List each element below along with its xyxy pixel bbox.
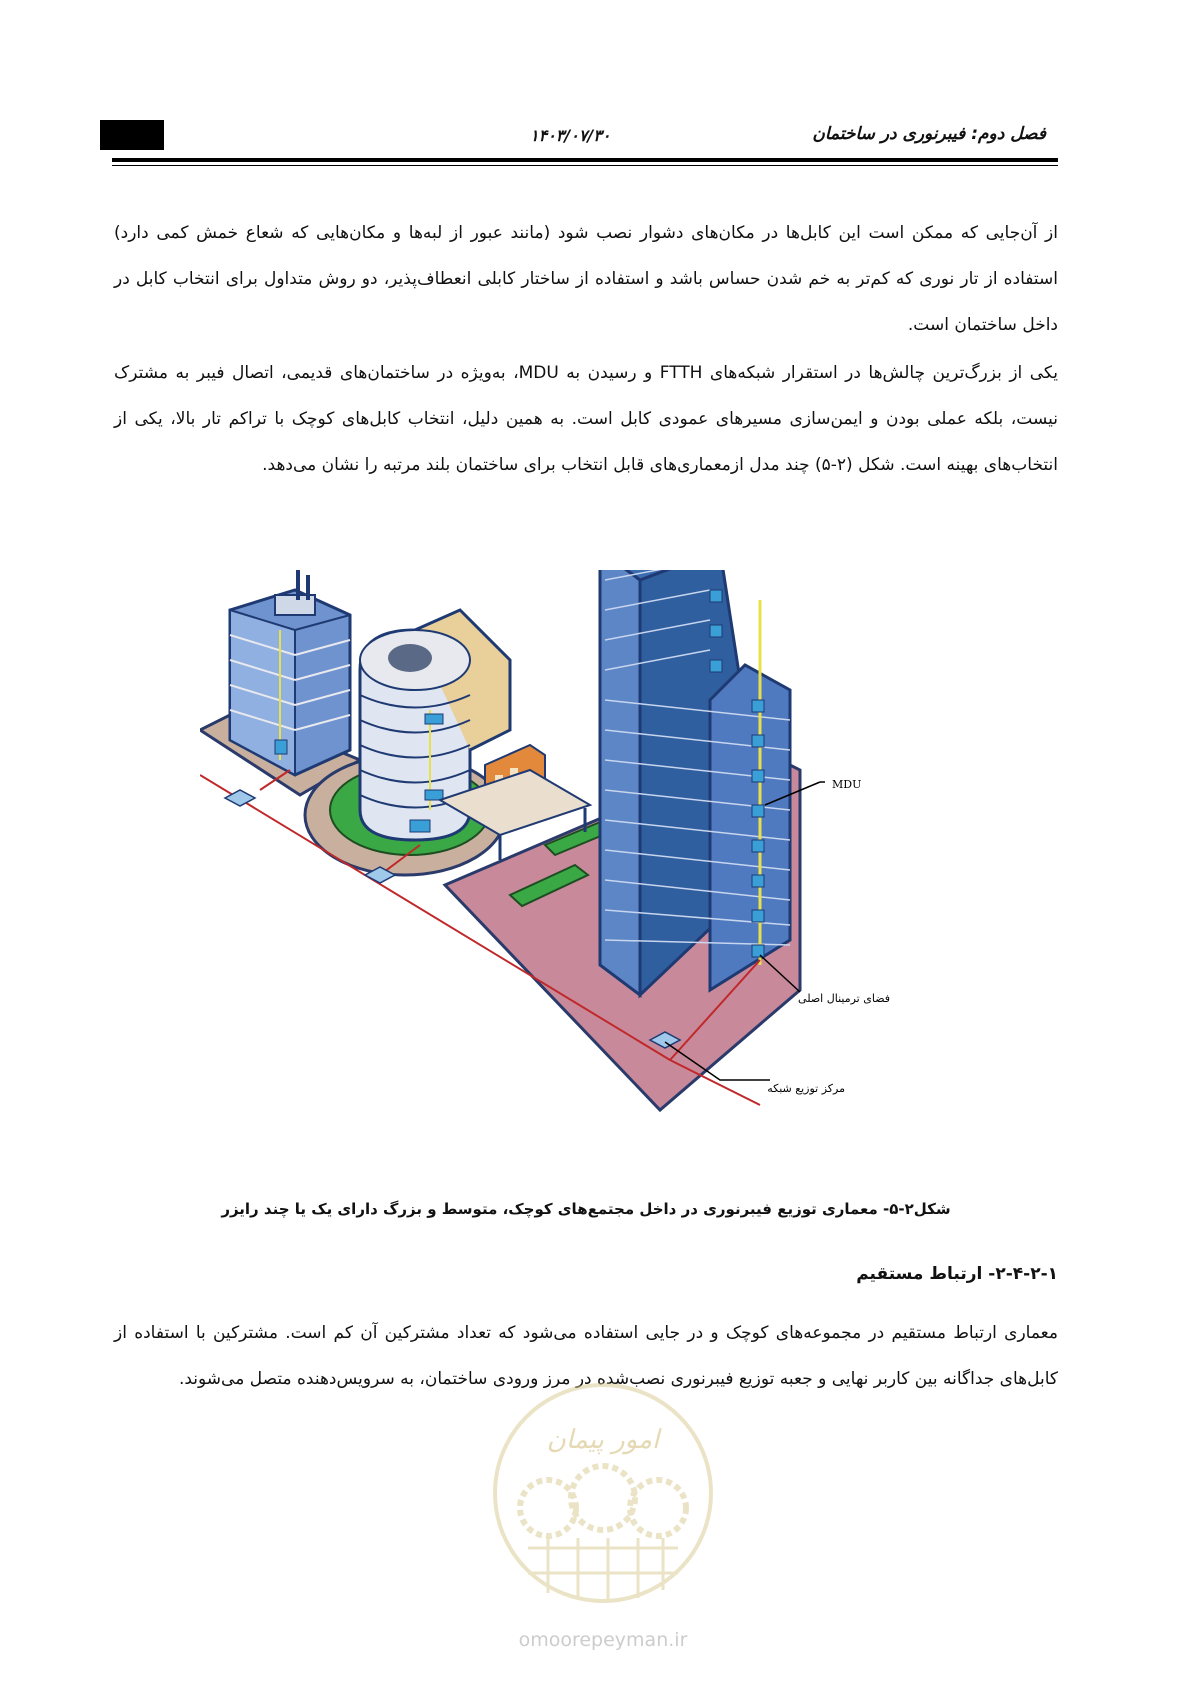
paragraph-direct-connection: معماری ارتباط مستقیم در مجموعه‌های کوچک و در جایی استفاده می‌شود که تعداد مشترکین آن کم است. مشترکین با استفاده از کابل‌های جداگانه بین کاربر نهایی و جعبه توزیع فیبرنوری نصب‌شده در مرز ورودی ساختمان، به سرویس‌دهنده متصل می‌شوند. [114,1323,1058,1389]
gear-icon [571,1466,635,1530]
page-header [100,118,1058,168]
round-building-distribution-box [410,820,430,832]
watermark-url: omoorepeyman.ir [518,1629,688,1651]
label-distribution-center: مرکز توزیع شبکه [767,1082,845,1095]
paragraph-ftth-challenges: یکی از بزرگ‌ترین چالش‌ها در استقرار شبکه‌های FTTH و رسیدن به MDU، به‌ویژه در ساختمان‌های قدیمی، اتصال فیبر به مشترک نیست، بلکه عملی بودن و ایمن‌سازی مسیرهای عمودی کابل است. به همین دلیل، انتخاب کابل‌های کوچک با تراکم تار بالا، یکی از انتخاب‌های بهینه است. شکل (۲-۵) چند مدل ازمعماری‌های قابل انتخاب برای ساختمان بلند مرتبه را نشان می‌دهد. [114,363,1059,475]
gear-icon [520,1480,576,1536]
header-chapter-title: فصل دوم: فیبرنوری در ساختمان [812,124,1046,144]
grid-icon [528,1538,678,1600]
section-heading: ۲-۴-۲-۱- ارتباط مستقیم [856,1264,1058,1284]
fiber-distribution-figure [200,570,980,1190]
figure-caption: شکل۲-۵- معماری توزیع فیبرنوری در داخل مجتمع‌های کوچک، متوسط و بزرگ دارای یک یا چند رایزر [221,1200,951,1218]
header-rule-thin [112,165,1058,166]
tower-lower-wing [710,665,790,990]
header-date: ۱۴۰۳/۰۷/۳۰ [530,126,611,145]
header-rule-thick [112,158,1058,162]
gear-icon [630,1480,686,1536]
label-main-terminal: فضای ترمینال اصلی [798,992,890,1005]
watermark-logo [488,1378,718,1678]
paragraph-cable-selection: از آن‌جایی که ممکن است این کابل‌ها در مکان‌های دشوار نصب شود (مانند عبور از لبه‌ها و مکان‌هایی که شعاع خمش کمی دارد) استفاده از تار نوری که کم‌تر به خم شدن حساس باشد و استفاده از ساختار کابلی انعطاف‌پذیر، دو روش متداول برای انتخاب کابل در داخل ساختمان است. [114,223,1058,335]
watermark-brand: امور پیمان [546,1425,660,1455]
small-building-distribution-box [275,740,287,754]
label-mdu: MDU [832,778,862,791]
page-number-box [100,120,164,150]
